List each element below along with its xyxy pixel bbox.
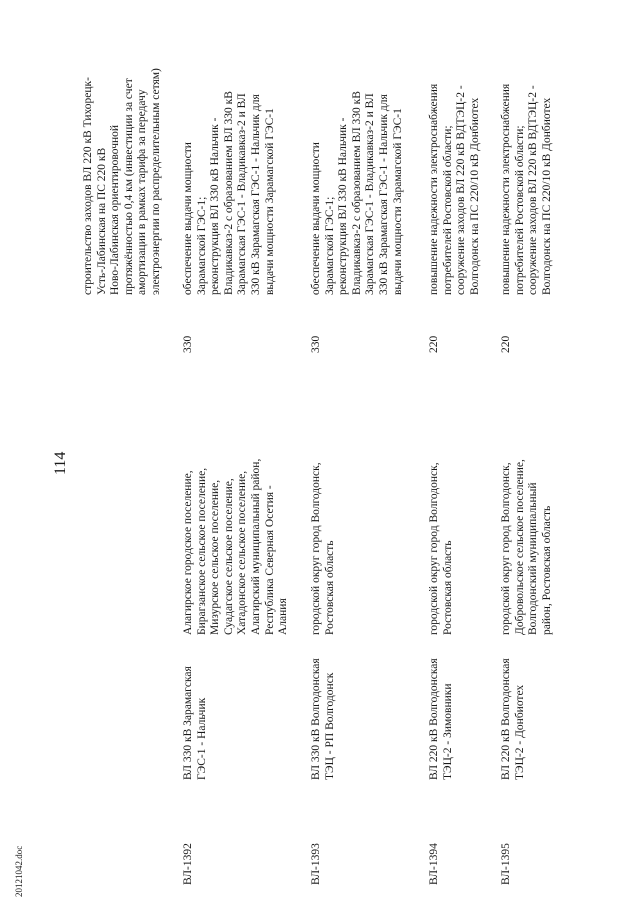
purpose: повышение надежности электроснабжения потребителей Ростовской области; сооружение заходов ВЛ 220 кВ ВДТЭЦ-2 - Волгодонск на ПС 220/10 кВ Донбиотех: [500, 83, 553, 295]
territory: городской округ город Волгодонск, Ростовская область: [310, 462, 336, 635]
voltage: 220: [500, 335, 512, 353]
purpose: обеспечение выдачи мощности Зарамагской ГЭС-1; реконструкция ВЛ 330 кВ Нальчик - Владикавказ-2 с образованием ВЛ 330 кВ Зарамагская ГЭС-1 - Владикавказ-2 и ВЛ 330 кВ Зарамагская ГЭС-1 - Нальчик для выдачи мощности Зарамагской ГЭС-1: [182, 91, 276, 295]
purpose: строительство заходов ВЛ 220 кВ Тихорецк- Усть-Лабинская на ПС 220 кВ Ново-Лабинская ориентировочной протяжённостью 0,4 км (инвестиции за счет амортизации в рамках тарифа за передачу электроэнергии по распределительным сетям): [82, 68, 162, 295]
line-code: ВЛ-1393: [310, 843, 322, 885]
line-name: ВЛ 220 кВ Волгодонская ТЭЦ-2 - Зимовники: [428, 658, 454, 780]
line-code: ВЛ-1392: [182, 843, 194, 885]
document-id: 20121042.doc: [14, 845, 24, 897]
territory: городской округ город Волгодонск, Добровольское сельское поселение, Волгодонский муниципальный район, Ростовская область: [500, 459, 553, 635]
voltage: 220: [428, 335, 440, 353]
line-name: ВЛ 330 кВ Зарамагская ГЭС-1 - Нальчик: [182, 666, 208, 780]
line-name: ВЛ 330 кВ Волгодонская ТЭЦ - РП Волгодонск: [310, 658, 336, 780]
territory: Алагирское городское поселение, Бирагзанское сельское поселение, Мизурское сельское поселение, Суадагское сельское поселение, Хатадонское сельское поселение, Алагирский муниципальный район, Республика Северная Осетия - Алания: [182, 458, 290, 635]
voltage: 330: [310, 335, 322, 353]
voltage: 330: [182, 335, 194, 353]
line-code: ВЛ-1394: [428, 843, 440, 885]
line-name: ВЛ 220 кВ Волгодонская ТЭЦ-2 - Донбиотех: [500, 658, 526, 780]
territory: городской округ город Волгодонск, Ростовская область: [428, 462, 454, 635]
page-number: 114: [52, 451, 69, 475]
purpose: обеспечение выдачи мощности Зарамагской ГЭС-1; реконструкция ВЛ 330 кВ Нальчик - Владикавказ-2 с образованием ВЛ 330 кВ Зарамагская ГЭС-1 - Владикавказ-2 и ВЛ 330 кВ Зарамагская ГЭС-1 - Нальчик для выдачи мощности Зарамагской ГЭС-1: [310, 91, 404, 295]
line-code: ВЛ-1395: [500, 843, 512, 885]
purpose: повышение надежности электроснабжения потребителей Ростовской области; сооружение заходов ВЛ 220 кВ ВДТЭЦ-2 - Волгодонск на ПС 220/10 кВ Донбиотех: [428, 83, 481, 295]
